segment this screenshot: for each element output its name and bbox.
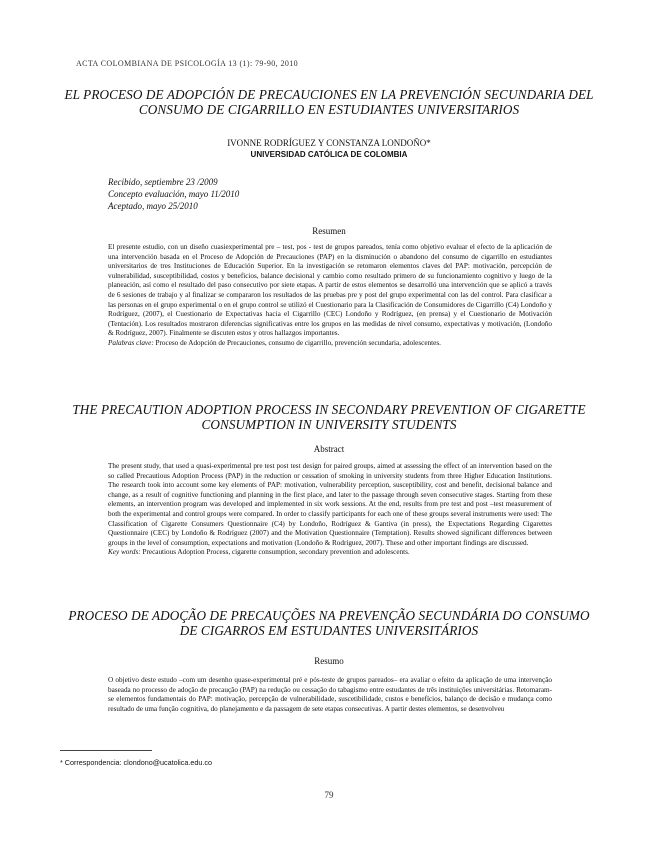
english-abstract-text: The present study, that used a quasi-experimental pre test post test design for paired groups, aimed at assessing the effect of an intervention based on the so called Precautious Adoption Process (PAP) in the reduction or cessation of smoking in university students from three Higher Education Institutions. The research took into account some key elements of PAP: motivation, vulnerability perception, susceptibility, cost and benefit, decisional balance and change, as a result of cognitive functioning and planning in the first place, and later to the passage through seven consecutive stages. Starting from these elements, an intervention program was developed and implemented in six work sessions. At the end, results from pre test and post –test measurement of both the experimental and control groups were compared. In order to classify participants for each one of these groups several instruments were used: The Classification of Cigarette Consumers Questionnaire (C4) by Londoño, Rodríguez & Gantiva (in press), the Expectations Regarding Cigarettes Questionnaire (CEC) by Londoño & Rodríguez (2007) and the Motivation Questionnaire (Temptation). Results showed significant differences between groups in the level of consumption, expectations and motivation (Londoño & Rodríguez, 2007). These and other important findings are discussed.: [108, 462, 552, 547]
spanish-keywords: Proceso de Adopción de Precauciones, consumo de cigarrillo, prevención secundaria, adolescentes.: [155, 338, 441, 347]
date-accepted: Aceptado, mayo 25/2010: [108, 201, 198, 211]
spanish-abstract: [108, 243, 552, 349]
english-keywords: Precautious Adoption Process, cigarette consumption, secondary prevention and adolescents.: [142, 548, 410, 557]
spanish-abstract-text: El presente estudio, con un diseño cuasiexperimental pre – test, pos - test de grupos pareados, tenía como objetivo evaluar el efecto de la aplicación de una intervención basada en el Proceso de Adopción de Precauciones (PAP) en la disminución o abandono del consumo de cigarrillo en estudiantes universitarios de tres Instituciones de Educación Superior. En la investigación se retomaron elementos claves del PAP: motivación, percepción de vulnerabilidad, susceptibilidad, costos y beneficios, balance decisional y cambio como resultado primero de su funcionamiento cognitivo y luego de la planeación, así como el resultado del paso consecutivo por siete etapas. A partir de estos elementos se desarrolló una intervención que se aplicó a través de 6 sesiones de trabajo y al finalizar se compararon los resultados de las pruebas pre y post del grupo experimental con las del control. Para clasificar a las personas en el grupo experimental o en el grupo control se utilizó el Cuestionario para la Clasificación de Consumidores de Cigarrillo (C4) Londoño y Rodríguez, (2007), el Cuestionario de Expectativas hacia el Cigarrillo (CEC) Londoño y Rodríguez, (en prensa) y el Cuestionario de Motivación (Tentación). Los resultados mostraron diferencias significativas entre los grupos en las medidas de nivel consumo, expectativas y motivación, (Londoño & Rodríguez, 2007). Finalmente se discuten estos y otros hallazgos importantes.: [108, 243, 552, 338]
author-affiliation: UNIVERSIDAD CATÓLICA DE COLOMBIA: [250, 150, 408, 159]
resumen-heading: Resumen: [312, 226, 346, 236]
date-received: Recibido, septiembre 23 /2009: [108, 177, 218, 187]
journal-header: ACTA COLOMBIANA DE PSICOLOGÍA 13 (1): 79-90, 2010: [76, 59, 299, 68]
author-names: IVONNE RODRÍGUEZ Y CONSTANZA LONDOÑO*: [227, 138, 431, 148]
date-concept: Concepto evaluación, mayo 11/2010: [108, 189, 240, 199]
portuguese-abstract: [108, 676, 552, 714]
abstract-heading: Abstract: [313, 444, 345, 454]
resumo-heading: Resumo: [314, 656, 344, 666]
portuguese-title: PROCESO DE ADOÇÃO DE PRECAUÇÕES NA PREVENÇÃO SECUNDÁRIA DO CONSUMO DE CIGARROS EM ESTUDANTES UNIVERSITÁRIOS: [68, 608, 590, 638]
spanish-title: EL PROCESO DE ADOPCIÓN DE PRECAUCIONES EN LA PREVENCIÓN SECUNDARIA DEL CONSUMO DE CIGARRILLO EN ESTUDIANTES UNIVERSITARIOS: [64, 87, 594, 117]
portuguese-abstract-text: O objetivo deste estudo –com um desenho quase-experimental pré e pós-teste de grupos pareados– era avaliar o efeito da aplicação de uma intervenção baseada no processo de adoção de precaução (PAP) na redução ou cessação do tabagismo entre estudantes de três instituições universitárias. Retomaram-se elementos fundamentais do PAP: motivação, percepção de vulnerabilidade, suscetibilidade, custos e benefícios, balanço de decisão e mudança como resultado de uma função cognitiva, do planejamento e da passagem de sete etapas consecutivas. A partir destes elementos, se desenvolveu: [108, 676, 552, 713]
author-block: [0, 138, 658, 160]
footnote-divider: [60, 750, 152, 751]
correspondence-footnote: * Correspondencia: clondono@ucatolica.edu.co: [60, 758, 212, 767]
page-number: 79: [324, 790, 334, 800]
spanish-keywords-label: Palabras clave:: [108, 338, 154, 347]
english-keywords-label: Key words:: [108, 548, 141, 557]
english-abstract: [108, 462, 552, 558]
english-title: THE PRECAUTION ADOPTION PROCESS IN SECONDARY PREVENTION OF CIGARETTE CONSUMPTION IN UNIVERSITY STUDENTS: [72, 402, 586, 432]
article-dates: [108, 176, 239, 212]
